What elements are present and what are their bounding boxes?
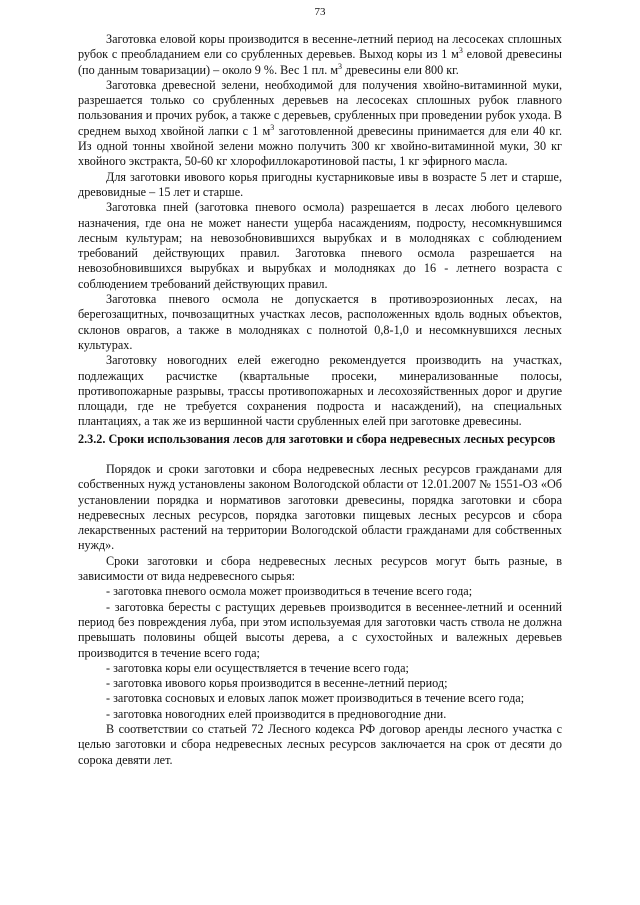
paragraph-stump-harvesting: Заготовка пней (заготовка пневого осмола) разрешается в лесах любого целевого назначения, где она не может нанести ущерба насаждениям, подросту, несомкнувшимся лесным культурам; на невозобновившихся вырубках и в молодняках с соблюдением требований действующих правил. Заготовка пневого осмола разрешается на невозобновившихся вырубках и вырубках и молодняках до 16 - летнего возраста с соблюдением требований действующих правил. <box>78 200 562 291</box>
paragraph-text: Заготовка древесной зелени, необходимой для получения хвойно-витаминной муки, разрешается только со срубленных деревьев на лесосеках сплошных рубок главного пользования и прочих рубок, а также с деревьев, срубленных при проведении рубок ухода. В среднем выход хвойной лапки с 1 м <box>78 77 562 138</box>
paragraph-lease-term: В соответствии со статьей 72 Лесного кодекса РФ договор аренды лесного участка с целью заготовки и сбора недревесных лесных ресурсов заключается на срок от десяти до сорока девяти лет. <box>78 722 562 767</box>
paragraph-text: еловой древесины (по данным товаризации) – около 9 %. Вес 1 пл. м <box>78 47 562 77</box>
paragraph-terms-intro: Сроки заготовки и сбора недревесных лесных ресурсов могут быть разные, в зависимости от вида недревесного сырья: <box>78 553 562 584</box>
section-text-bark-and-greenery <box>78 32 562 430</box>
superscript: 3 <box>338 61 343 71</box>
paragraph-stump-restrictions: Заготовка пневого осмола не допускается в противоэрозионных лесах, на берегозащитных, почвозащитных участках лесов, расположенных вдоль водных объектов, склонов оврагов, а также в молодняках с полнотой 0,8-1,0 и несомкнувшихся лесных культурах. <box>78 292 562 352</box>
superscript: 3 <box>458 46 463 56</box>
paragraph-text: заготовленной древесины принимается для ели 40 кг. Из одной тонны хвойной зелени можно получить 300 кг хвойно-витаминной муки, 30 кг хвойного экстракта, 50-60 кг хлорофиллокаротиновой пасты, 1 кг эфирного масла. <box>78 123 562 169</box>
paragraph-willow-bark: Для заготовки ивового корья пригодны кустарниковые ивы в возрасте 5 лет и старше, древовидные – 15 лет и старше. <box>78 169 562 199</box>
page-number: 73 <box>314 6 326 18</box>
paragraph-text: древесины ели 800 кг. <box>342 62 459 77</box>
list-item-conifer-branches: - заготовка сосновых и еловых лапок может производиться в течение всего года; <box>106 691 525 706</box>
list-item-new-year-trees: - заготовка новогодних елей производится в предновогодние дни. <box>106 706 447 721</box>
list-item-stump-resin: - заготовка пневого осмола может производиться в течение всего года; <box>106 584 473 599</box>
paragraph-spruce-bark <box>78 32 562 78</box>
list-item-willow-bark: - заготовка ивового корья производится в весенне-летний период; <box>106 676 448 691</box>
section-heading: 2.3.2. Сроки использования лесов для заготовки и сбора недревесных лесных ресурсов <box>78 432 556 446</box>
paragraph-new-year-trees: Заготовку новогодних елей ежегодно рекомендуется производить на участках, подлежащих расчистке (квартальные просеки, минерализованные полосы, противопожарные разрывы, трассы противопожарных и лесохозяйственных дорог и другие площади, где не требуется сохранения подроста и насаждений), на специальных плантациях, а так же из вершинной части срубленных елей при заготовке древесины. <box>78 353 562 429</box>
section-text-harvest-terms <box>78 462 562 768</box>
paragraph-text: Заготовка еловой коры производится в весенне-летний период на лесосеках сплошных рубок с преобладанием ели со срубленных деревьев. Выход коры из 1 м <box>78 32 562 62</box>
paragraph-procedure: Порядок и сроки заготовки и сбора недревесных лесных ресурсов гражданами для собственных нужд установлены законом Вологодской области от 12.01.2007 № 1551-ОЗ «Об установлении порядка и нормативов заготовки древесины, порядка заготовки и сбора недревесных лесных ресурсов, порядка заготовки пищевых лесных ресурсов и сбора лекарственных растений на территории Вологодской области гражданами для собственных нужд». <box>78 462 562 553</box>
list-item-spruce-bark: - заготовка коры ели осуществляется в течение всего года; <box>106 660 409 675</box>
superscript: 3 <box>270 122 275 132</box>
list-item-birch-bark: - заготовка бересты с растущих деревьев производится в весеннее-летний и осенний период без повреждения луба, при этом используемая для заготовки часть ствола не должна превышать половины общей высоты дерева, а с сухостойных и валежных деревьев производится в течение всего года; <box>78 599 562 660</box>
paragraph-tree-greenery <box>78 78 562 170</box>
